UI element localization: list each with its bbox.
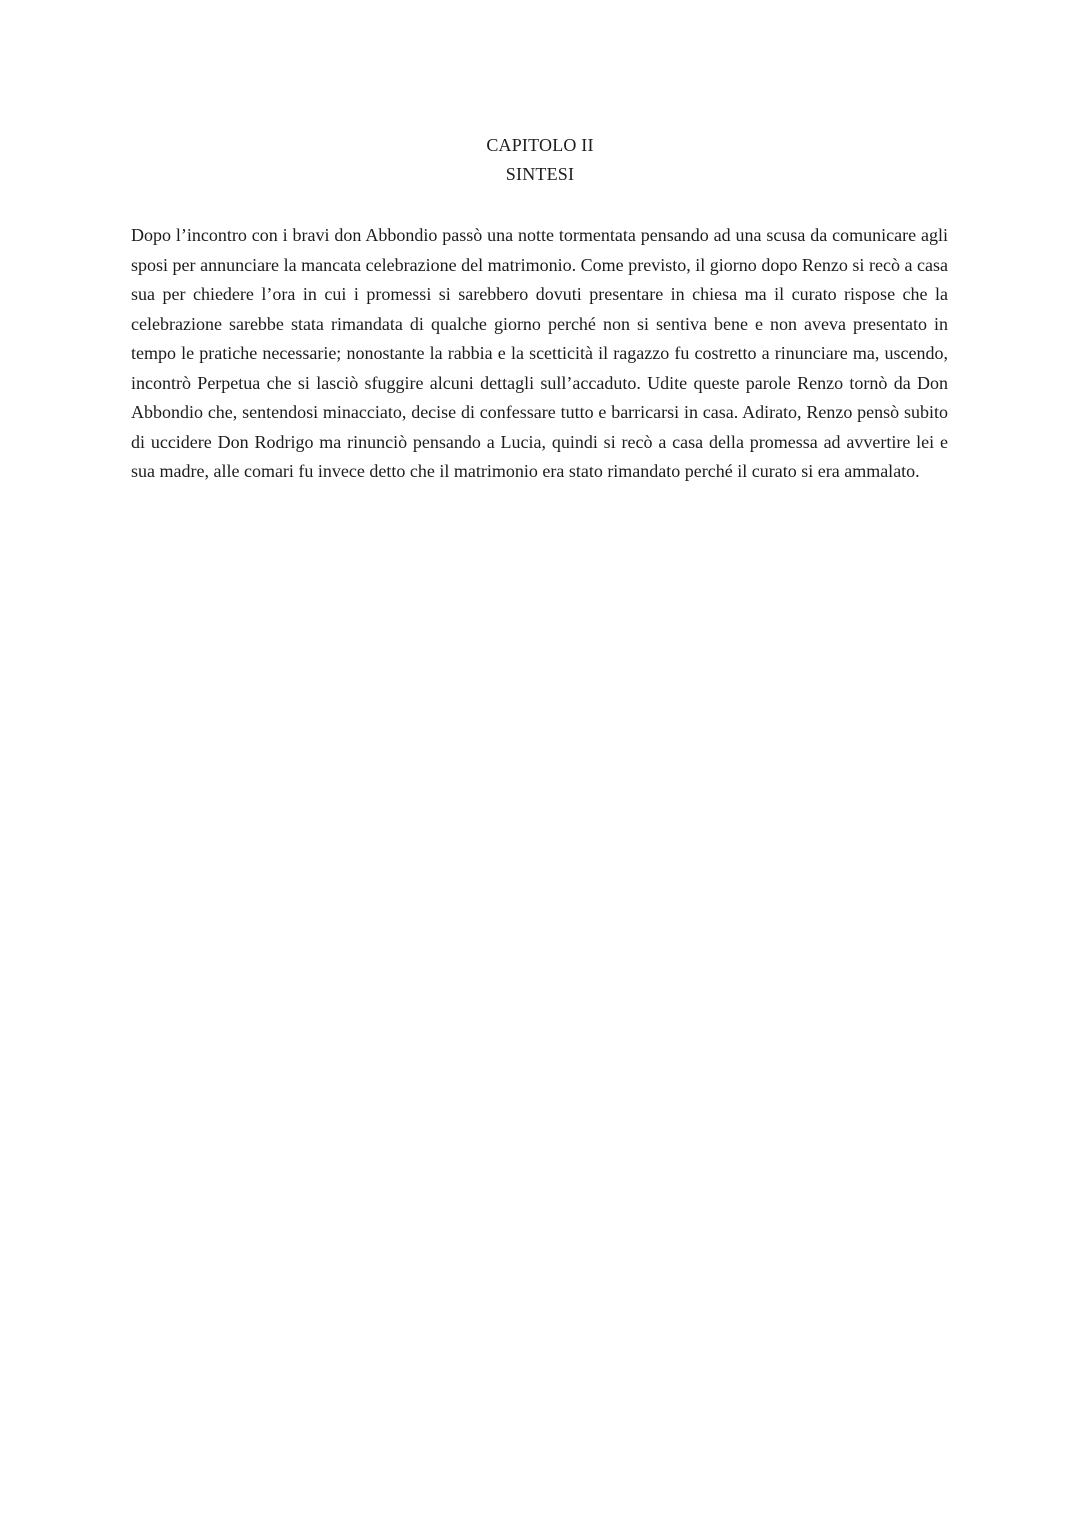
- summary-paragraph: Dopo l’incontro con i bravi don Abbondio passò una notte tormentata pensando ad una scusa da comunicare agli sposi per annunciare la mancata celebrazione del matrimonio. Come previsto, il giorno dopo Renzo si recò a casa sua per chiedere l’ora in cui i promessi si sarebbero dovuti presentare in chiesa ma il curato rispose che la celebrazione sarebbe stata rimandata di qualche giorno perché non si sentiva bene e non aveva presentato in tempo le pratiche necessarie; nonostante la rabbia e la scetticità il ragazzo fu costretto a rinunciare ma, uscendo, incontrò Perpetua che si lasciò sfuggire alcuni dettagli sull’accaduto. Udite queste parole Renzo tornò da Don Abbondio che, sentendosi minacciato, decise di confessare tutto e barricarsi in casa. Adirato, Renzo pensò subito di uccidere Don Rodrigo ma rinunciò pensando a Lucia, quindi si recò a casa della promessa ad avvertire lei e sua madre, alle comari fu invece detto che il matrimonio era stato rimandato perché il curato si era ammalato.: [131, 225, 948, 481]
- section-title: SINTESI: [505, 164, 575, 184]
- chapter-title: CAPITOLO II: [486, 135, 594, 155]
- chapter-heading: [0, 131, 1080, 189]
